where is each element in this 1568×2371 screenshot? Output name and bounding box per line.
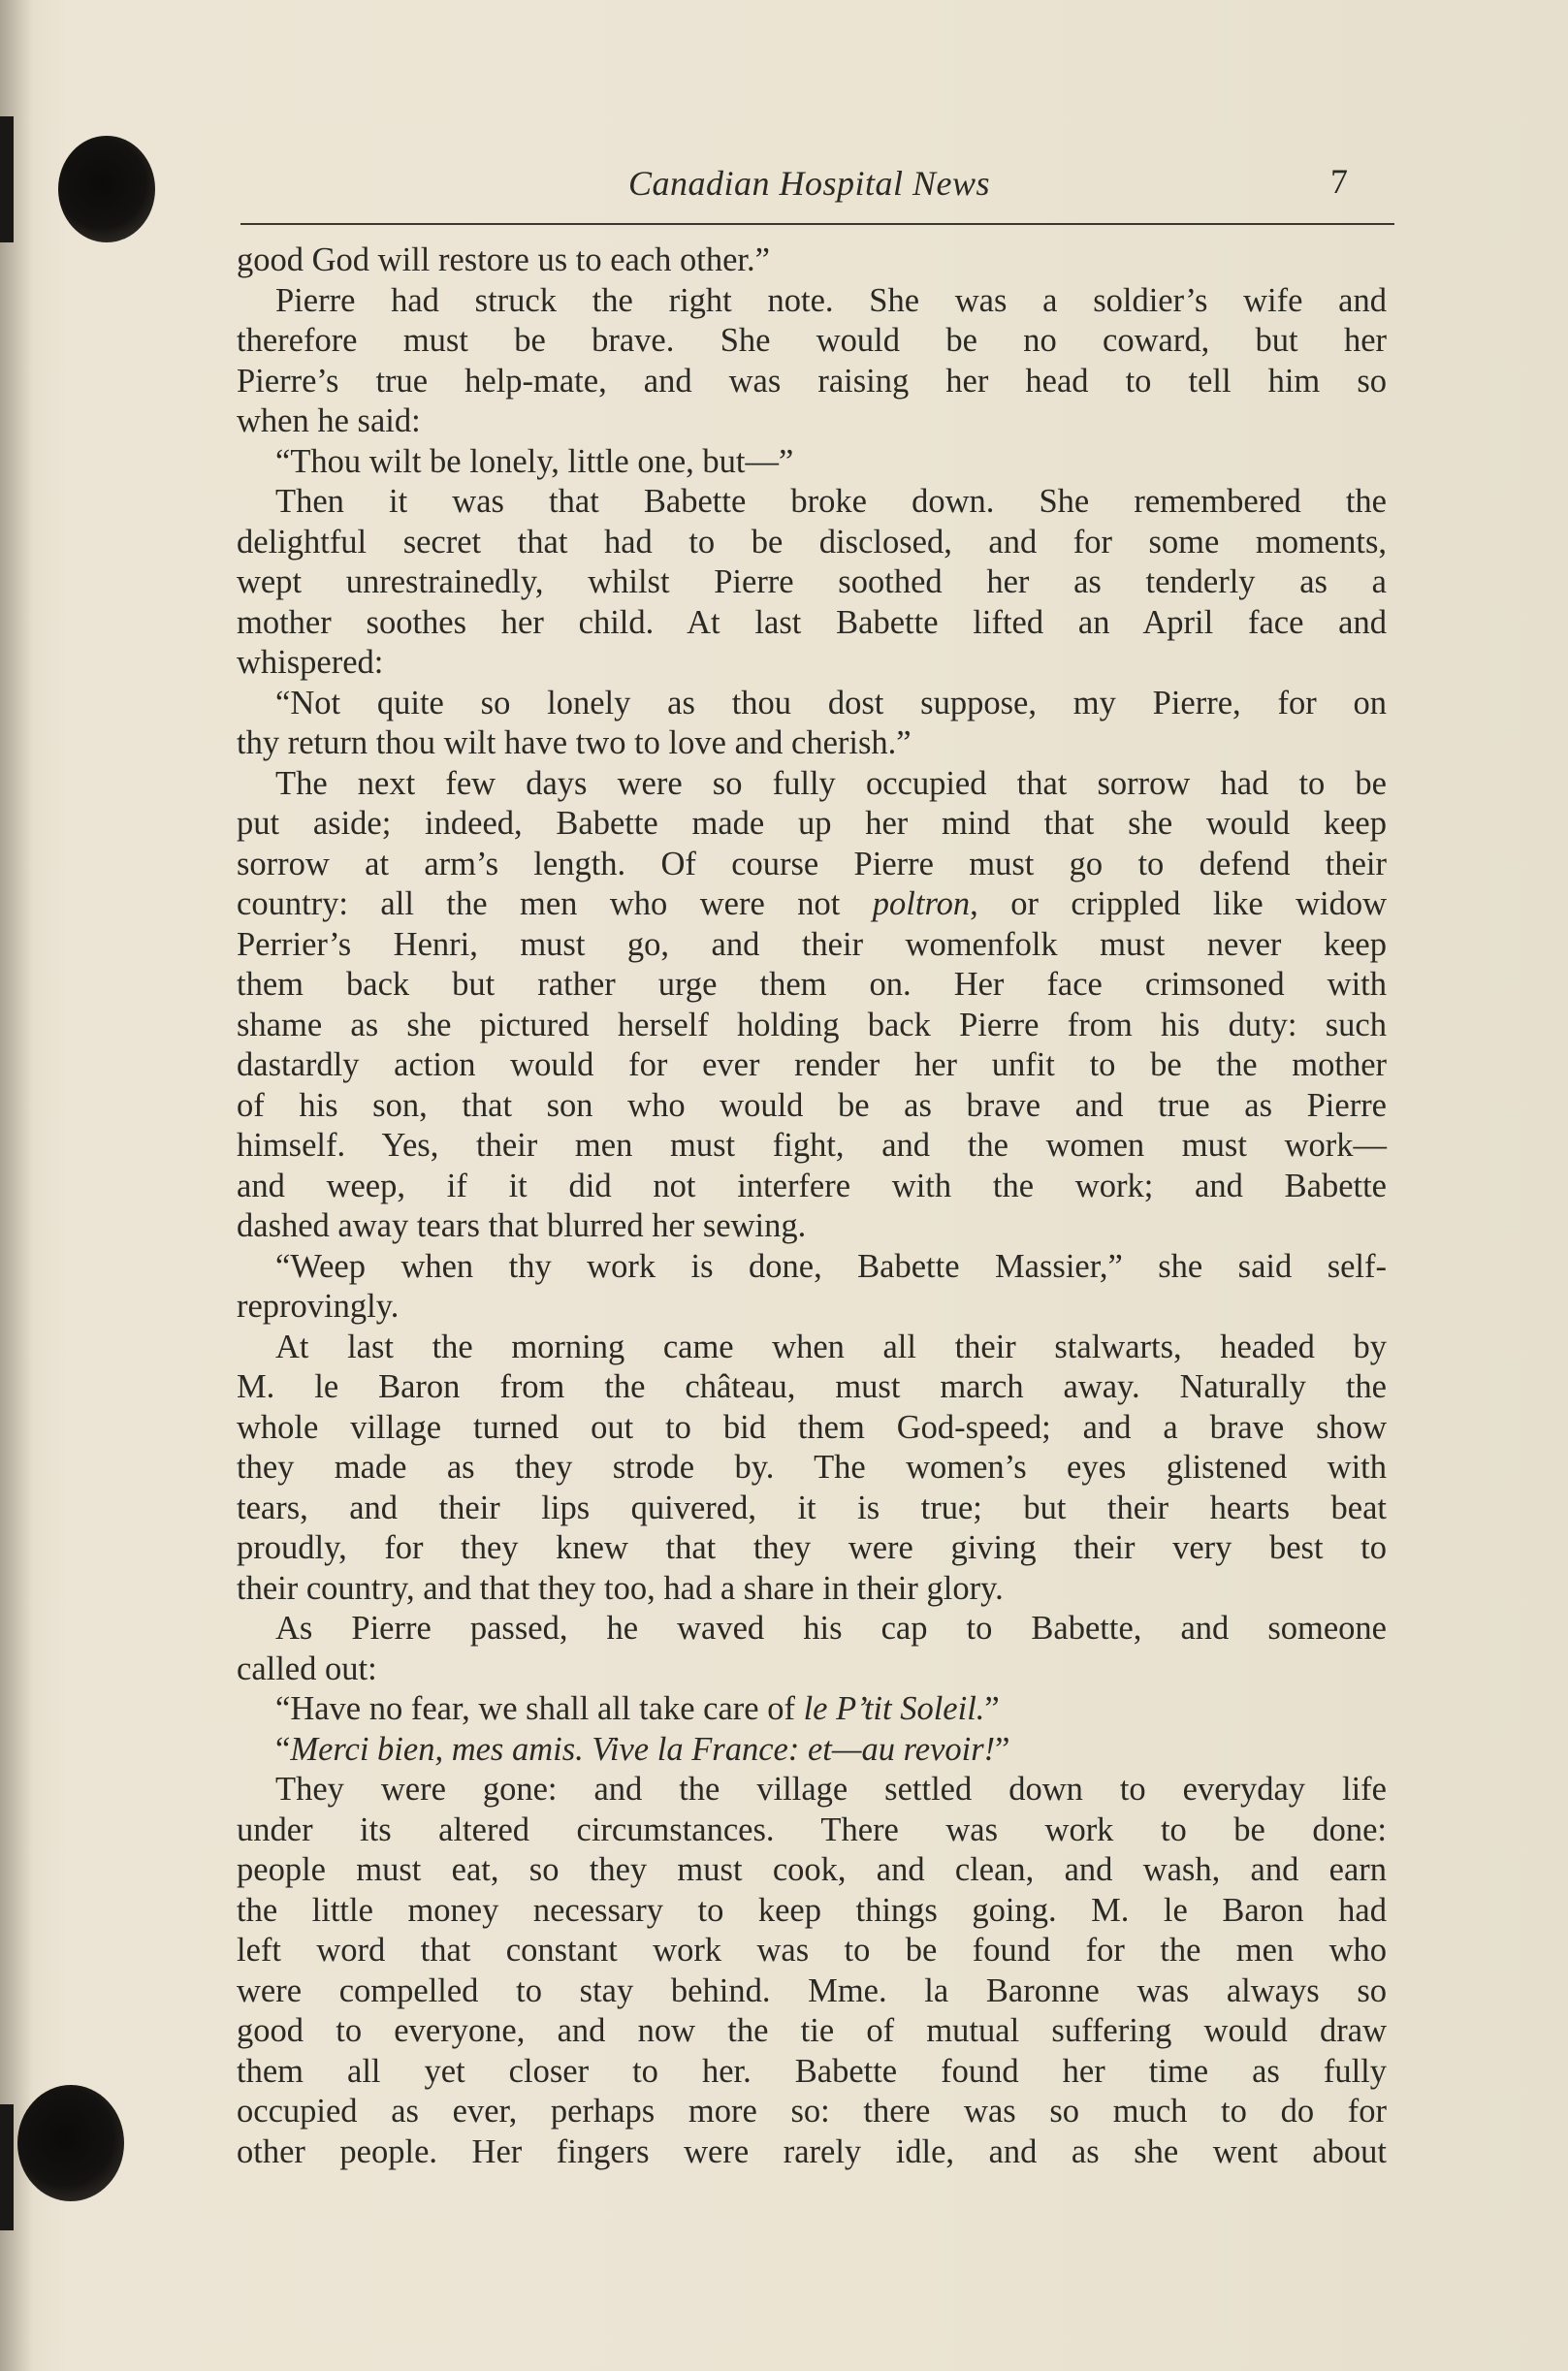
text-line: whispered:	[237, 644, 384, 681]
header-rule	[240, 223, 1394, 225]
binding-hole-top	[58, 136, 155, 242]
italic-phrase: le P’tit Soleil.	[803, 1690, 985, 1727]
text-line-segment: country: all the men who were not	[237, 885, 873, 922]
text-line: occupied as ever, perhaps more so: there was so much to do for	[237, 2093, 1387, 2130]
page-number: 7	[1330, 162, 1348, 201]
text-line: wept unrestrainedly, whilst Pierre soothed her as tenderly as a	[237, 563, 1387, 600]
text-line: under its altered circumstances. There was work to be done:	[237, 1810, 1387, 1848]
text-line: called out:	[237, 1650, 377, 1687]
text-line: Perrier’s Henri, must go, and their womenfolk must never keep	[237, 925, 1387, 963]
text-line: As Pierre passed, he waved his cap to Babette, and someone	[275, 1610, 1387, 1647]
text-line: M. le Baron from the château, must march away. Naturally the	[237, 1368, 1387, 1405]
text-line-segment: ”	[995, 1730, 1010, 1768]
binding-edge-mark-top	[0, 116, 14, 242]
text-line: whole village turned out to bid them God-speed; and a brave show	[237, 1408, 1387, 1446]
text-line-segment: “	[275, 1730, 291, 1768]
text-line: they made as they strode by. The women’s eyes glistened with	[237, 1449, 1387, 1486]
binding-edge-mark-bottom	[0, 2104, 14, 2230]
text-line: therefore must be brave. She would be no coward, but her	[237, 322, 1387, 359]
spine-shadow	[0, 0, 33, 2371]
text-line: and weep, if it did not interfere with the work; and Babette	[237, 1167, 1387, 1204]
text-line: people must eat, so they must cook, and clean, and wash, and earn	[237, 1851, 1387, 1888]
text-line: thy return thou wilt have two to love and cherish.”	[237, 724, 912, 761]
running-head	[240, 157, 1394, 208]
text-line: “Not quite so lonely as thou dost suppose, my Pierre, for on	[275, 684, 1387, 721]
italic-phrase: poltron	[872, 885, 971, 922]
text-line: their country, and that they too, had a share in their glory.	[237, 1569, 1004, 1607]
italic-phrase: Merci bien, mes amis. Vive la France: et—au revoir!	[290, 1730, 996, 1768]
text-line: dastardly action would for ever render her unfit to be the mother	[237, 1046, 1387, 1083]
text-line: “Thou wilt be lonely, little one, but—”	[275, 442, 794, 480]
text-line-segment: “Have no fear, we shall all take care of	[275, 1690, 804, 1727]
text-line: delightful secret that had to be disclosed, and for some moments,	[237, 523, 1387, 561]
body-text	[237, 240, 1387, 2172]
text-line-segment: , or crippled like widow	[970, 885, 1388, 922]
text-line: The next few days were so fully occupied that sorrow had to be	[275, 764, 1387, 802]
header-title: Canadian Hospital News	[628, 164, 991, 203]
text-line: reprovingly.	[237, 1288, 400, 1325]
text-line: other people. Her fingers were rarely idle, and as she went about	[237, 2132, 1387, 2170]
text-line	[237, 1730, 1387, 1771]
text-line: dashed away tears that blurred her sewing.	[237, 1207, 807, 1244]
text-line: mother soothes her child. At last Babette lifted an April face and	[237, 603, 1387, 641]
text-line: good God will restore us to each other.”	[237, 241, 770, 278]
text-line: sorrow at arm’s length. Of course Pierre must go to defend their	[237, 845, 1387, 882]
text-line: good to everyone, and now the tie of mutual suffering would draw	[237, 2012, 1387, 2049]
text-line: them back but rather urge them on. Her face crimsoned with	[237, 966, 1387, 1003]
text-line: them all yet closer to her. Babette found her time as fully	[237, 2052, 1387, 2090]
text-line: were compelled to stay behind. Mme. la Baronne was always so	[237, 1971, 1387, 2009]
text-line: At last the morning came when all their stalwarts, headed by	[275, 1328, 1387, 1365]
text-line: himself. Yes, their men must fight, and the women must work—	[237, 1127, 1387, 1164]
text-line-segment: ”	[984, 1690, 1000, 1727]
text-line: proudly, for they knew that they were giving their very best to	[237, 1529, 1387, 1566]
text-line: Pierre’s true help-mate, and was raising her head to tell him so	[237, 362, 1387, 400]
text-line: the little money necessary to keep things going. M. le Baron had	[237, 1891, 1387, 1929]
text-line: Then it was that Babette broke down. She remembered the	[275, 483, 1387, 520]
text-line: They were gone: and the village settled down to everyday life	[275, 1771, 1387, 1808]
text-line: tears, and their lips quivered, it is true; but their hearts beat	[237, 1489, 1387, 1526]
text-line	[237, 1689, 1387, 1730]
text-line	[237, 884, 1387, 925]
text-line: Pierre had struck the right note. She was a soldier’s wife and	[275, 281, 1387, 319]
text-line: shame as she pictured herself holding back Pierre from his duty: such	[237, 1006, 1387, 1043]
binding-hole-bottom	[17, 2085, 124, 2201]
text-line: of his son, that son who would be as brave and true as Pierre	[237, 1086, 1387, 1124]
text-line: left word that constant work was to be found for the men who	[237, 1932, 1387, 1969]
text-line: when he said:	[237, 402, 421, 439]
text-line: put aside; indeed, Babette made up her mind that she would keep	[237, 805, 1387, 842]
text-line: “Weep when thy work is done, Babette Massier,” she said self-	[275, 1247, 1387, 1285]
